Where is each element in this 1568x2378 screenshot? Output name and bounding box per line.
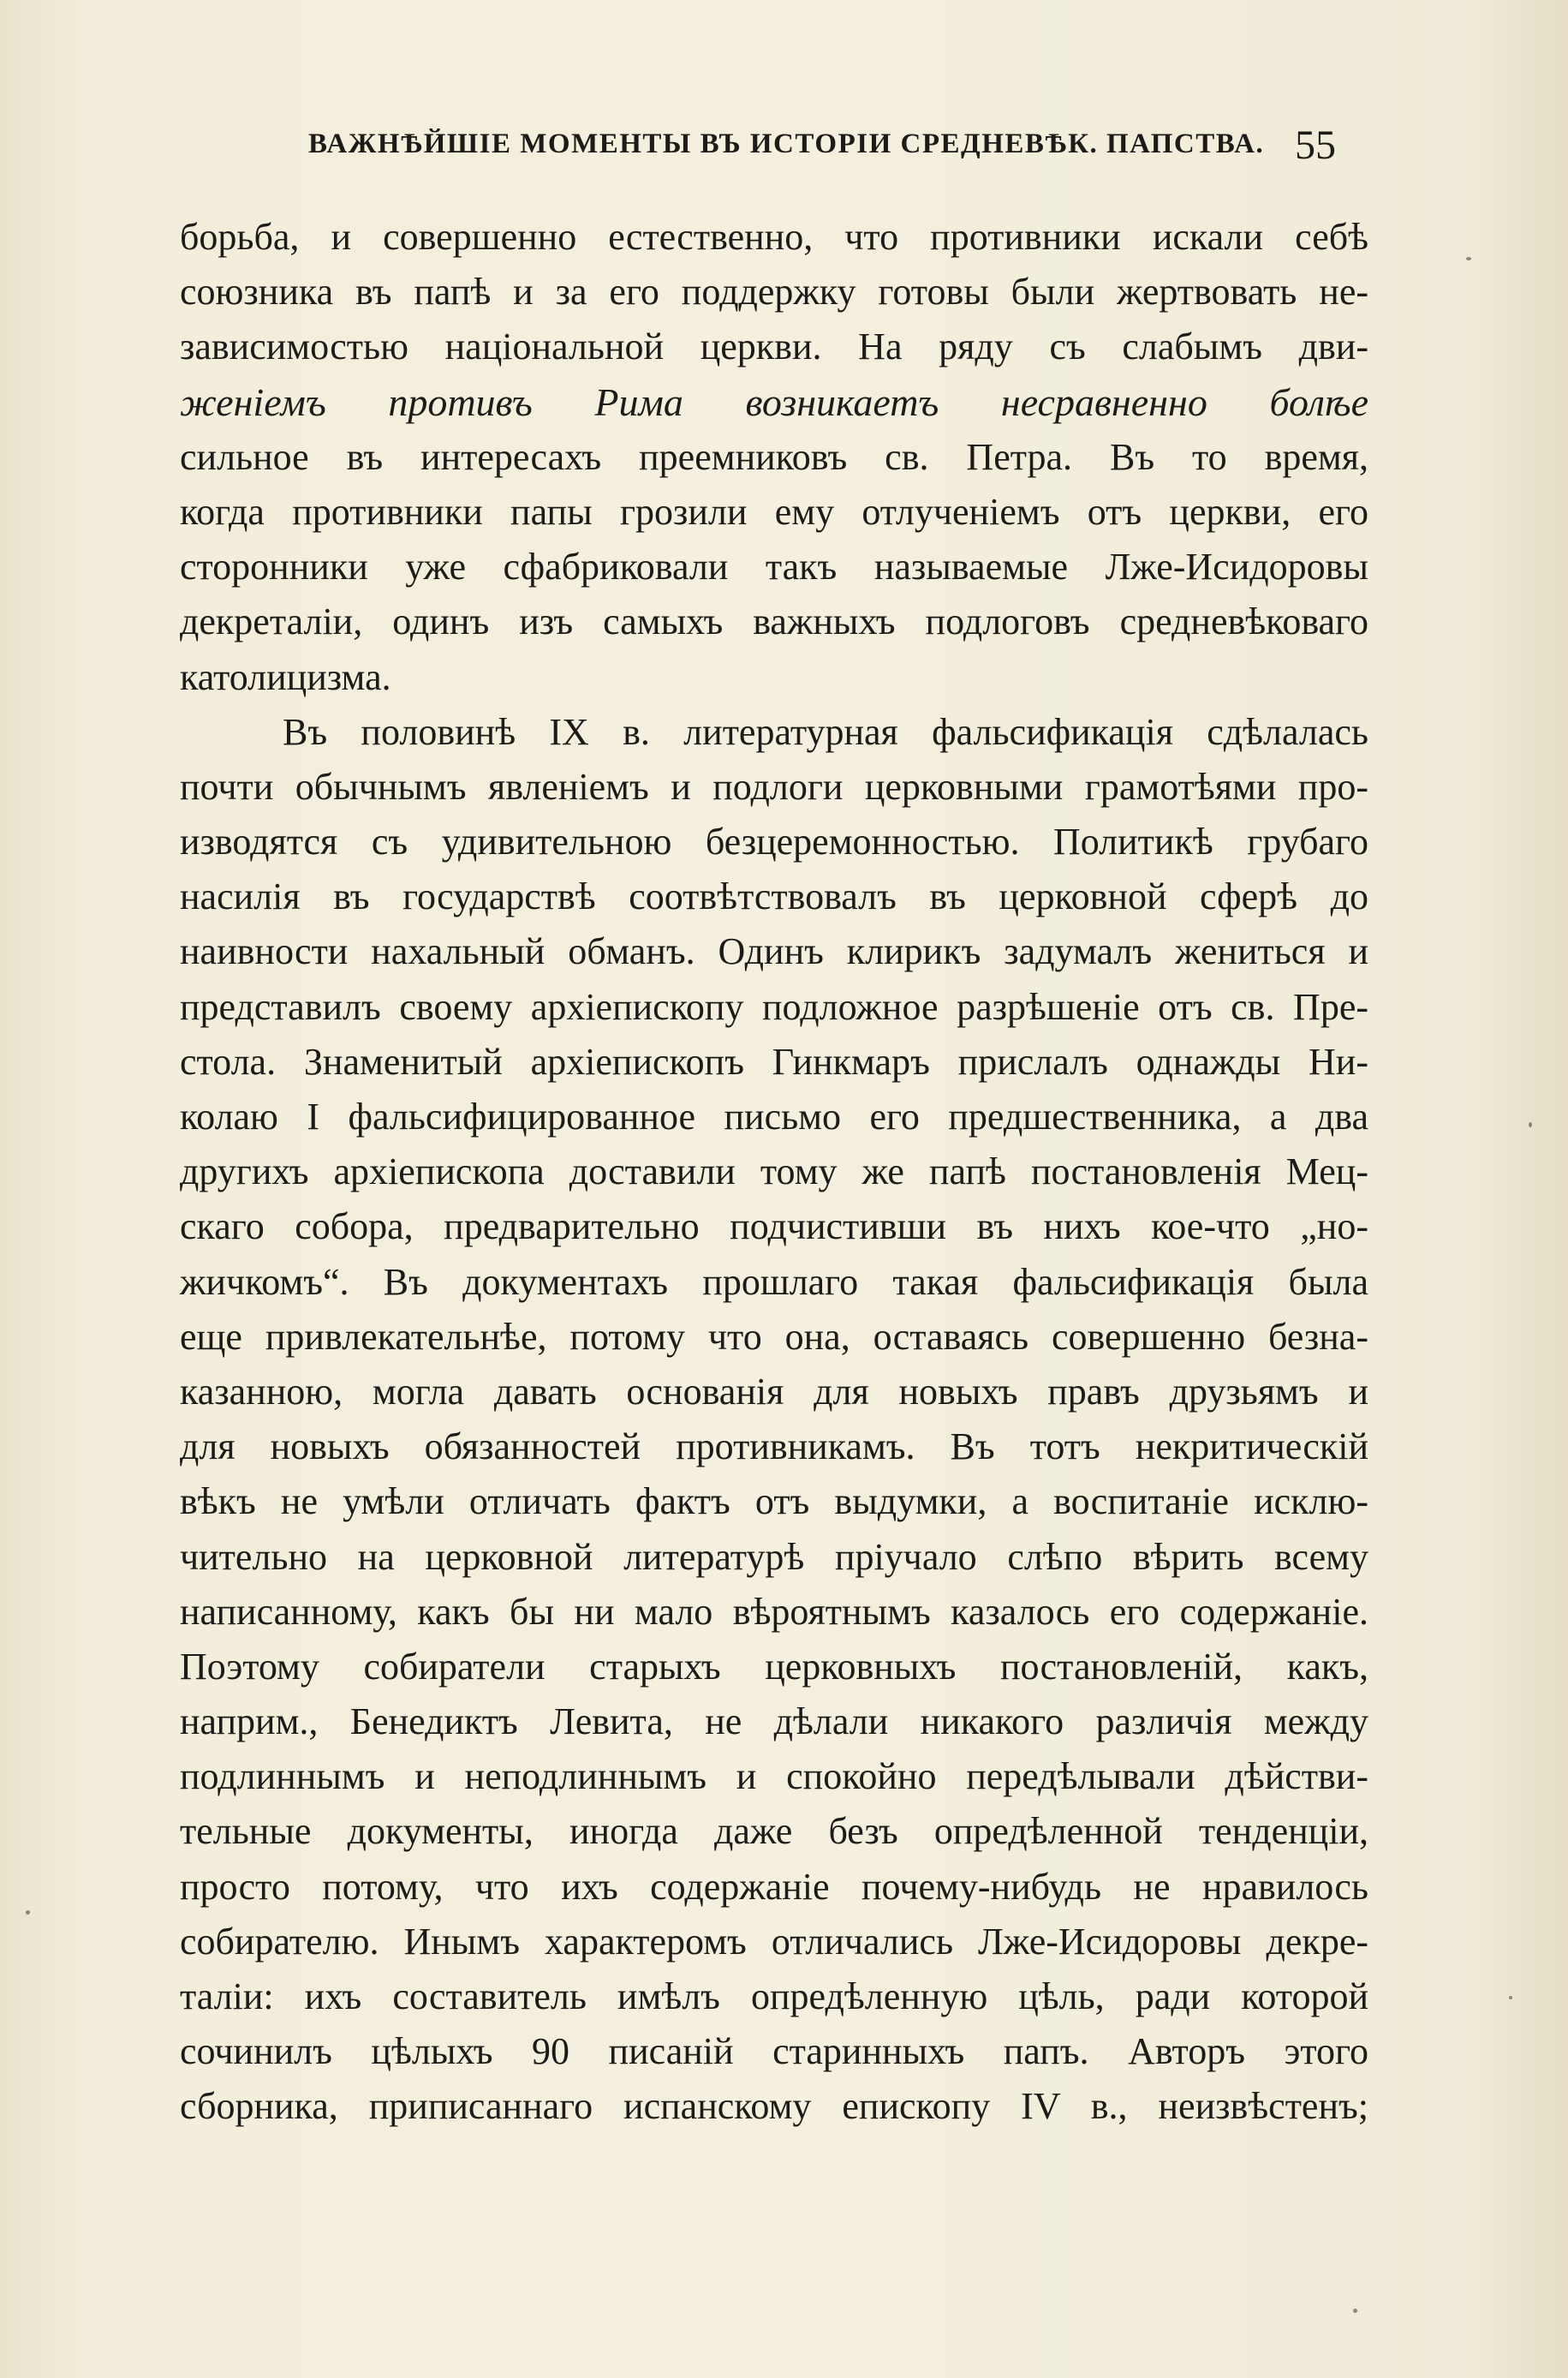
text-line: колаю I фальсифицированное письмо его предшественника, а два bbox=[180, 1096, 1368, 1138]
text-line: почти обычнымъ явленіемъ и подлоги церковными грамотѣями про- bbox=[180, 765, 1368, 808]
text-line: подлиннымъ и неподлиннымъ и спокойно передѣлывали дѣйстви- bbox=[180, 1755, 1368, 1798]
text-line: чительно на церковной литературѣ пріучало слѣпо вѣрить всему bbox=[180, 1535, 1368, 1578]
text-line: наприм., Бенедиктъ Левита, не дѣлали никакого различія между bbox=[180, 1700, 1368, 1743]
text-line: сторонники уже сфабриковали такъ называемые Лже-Исидоровы bbox=[180, 546, 1368, 589]
text-line: вѣкъ не умѣли отличать фактъ отъ выдумки, а воспитаніе исклю- bbox=[180, 1480, 1368, 1523]
scan-speck bbox=[1529, 1122, 1532, 1127]
text-line-emphasis: женіемъ противъ Рима возникаетъ несравненно болѣе bbox=[180, 379, 1368, 424]
text-line: Въ половинѣ IX в. литературная фальсификація сдѣлалась bbox=[283, 710, 1368, 753]
text-line: написанному, какъ бы ни мало вѣроятнымъ казалось его содержаніе. bbox=[180, 1590, 1368, 1633]
text-line: изводятся съ удивительною безцеремонностью. Политикѣ грубаго bbox=[180, 821, 1368, 863]
text-line: таліи: ихъ составитель имѣлъ опредѣленную цѣль, ради которой bbox=[180, 1975, 1368, 2017]
text-line: зависимостью національной церкви. На ряду съ слабымъ дви- bbox=[180, 326, 1368, 368]
text-line: скаго собора, предварительно подчистивши въ нихъ кое-что „но- bbox=[180, 1205, 1368, 1248]
text-line: казанною, могла давать основанія для новыхъ правъ друзьямъ и bbox=[180, 1370, 1368, 1413]
text-line: союзника въ папѣ и за его поддержку готовы были жертвовать не- bbox=[180, 271, 1368, 314]
text-line: когда противники папы грозили ему отлученіемъ отъ церкви, его bbox=[180, 490, 1368, 533]
text-line: борьба, и совершенно естественно, что противники искали себѣ bbox=[180, 216, 1368, 258]
text-line: наивности нахальный обманъ. Одинъ клирикъ задумалъ жениться и bbox=[180, 930, 1368, 973]
page-header bbox=[308, 122, 1336, 173]
text-line: другихъ архіепископа доставили тому же папѣ постановленія Мец- bbox=[180, 1150, 1368, 1193]
text-line: стола. Знаменитый архіепископъ Гинкмаръ прислалъ однажды Ни- bbox=[180, 1040, 1368, 1083]
text-line: просто потому, что ихъ содержаніе почему-нибудь не нравилось bbox=[180, 1865, 1368, 1908]
text-line: сильное въ интересахъ преемниковъ св. Петра. Въ то время, bbox=[180, 435, 1368, 478]
text-line: насилія въ государствѣ соотвѣтствовалъ въ церковной сферѣ до bbox=[180, 875, 1368, 918]
text-line: декреталіи, одинъ изъ самыхъ важныхъ подлоговъ средневѣковаго bbox=[180, 600, 1368, 643]
text-line: тельные документы, иногда даже безъ опредѣленной тенденціи, bbox=[180, 1810, 1368, 1853]
scan-speck bbox=[1353, 2309, 1357, 2313]
running-head: ВАЖНѢЙШІЕ МОМЕНТЫ ВЪ ИСТОРІИ СРЕДНЕВѢК. ПАПСТВА. bbox=[308, 128, 1265, 159]
text-line: представилъ своему архіепископу подложное разрѣшеніе отъ св. Пре- bbox=[180, 985, 1368, 1028]
scan-speck bbox=[26, 1910, 30, 1915]
text-line: для новыхъ обязанностей противникамъ. Въ тотъ некритическій bbox=[180, 1425, 1368, 1468]
text-line: Поэтому собиратели старыхъ церковныхъ постановленій, какъ, bbox=[180, 1645, 1368, 1688]
text-line: еще привлекательнѣе, потому что она, оставаясь совершенно безна- bbox=[180, 1315, 1368, 1358]
text-line: сочинилъ цѣлыхъ 90 писаній старинныхъ папъ. Авторъ этого bbox=[180, 2030, 1368, 2073]
text-line: сборника, приписаннаго испанскому епископу IV в., неизвѣстенъ; bbox=[180, 2085, 1368, 2128]
page-number: 55 bbox=[1295, 122, 1336, 168]
body-text bbox=[180, 210, 1368, 2135]
text-line: собирателю. Инымъ характеромъ отличались Лже-Исидоровы декре- bbox=[180, 1920, 1368, 1963]
text-line: католицизма. bbox=[180, 655, 391, 698]
text-line: жичкомъ“. Въ документахъ прошлаго такая фальсификація была bbox=[180, 1260, 1368, 1303]
scan-speck bbox=[1466, 257, 1471, 260]
scan-speck bbox=[1509, 1996, 1512, 1999]
